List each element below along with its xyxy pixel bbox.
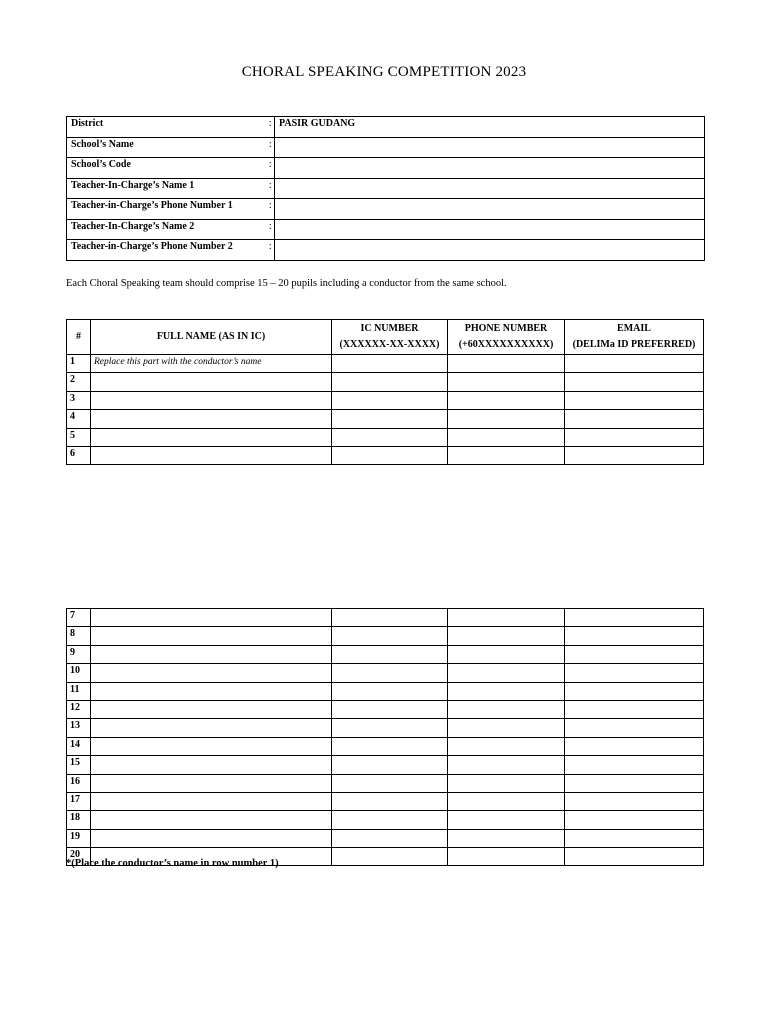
full-name-field[interactable] (91, 410, 332, 428)
email-field[interactable] (565, 645, 704, 663)
full-name-field[interactable] (91, 719, 332, 737)
full-name-field[interactable] (91, 627, 332, 645)
member-row (67, 811, 704, 829)
info-label: District (67, 117, 267, 138)
info-label: School’s Name (67, 137, 267, 158)
member-row (67, 829, 704, 847)
email-field[interactable] (565, 737, 704, 755)
info-colon: : (267, 199, 275, 220)
member-row (67, 719, 704, 737)
full-name-field[interactable] (91, 774, 332, 792)
info-colon: : (267, 219, 275, 240)
header-ic-number (332, 320, 448, 355)
ic-number-field[interactable] (332, 627, 448, 645)
full-name-field[interactable] (91, 446, 332, 464)
phone-number-field[interactable] (448, 355, 565, 373)
member-row (67, 428, 704, 446)
ic-number-field[interactable] (332, 446, 448, 464)
header-no: # (67, 320, 91, 355)
member-row (67, 355, 704, 373)
phone-number-field[interactable] (448, 391, 565, 409)
phone-number-field[interactable] (448, 373, 565, 391)
phone-number-field[interactable] (448, 848, 565, 866)
header-ic-format: (XXXXXX-XX-XXXX) (339, 339, 440, 350)
member-row (67, 737, 704, 755)
info-row (67, 199, 705, 220)
members-table-page-1 (66, 319, 704, 465)
info-label: Teacher-In-Charge’s Name 1 (67, 178, 267, 199)
info-value-field[interactable] (275, 240, 705, 261)
member-row (67, 373, 704, 391)
header-email-label: EMAIL (617, 323, 651, 334)
phone-number-field[interactable] (448, 774, 565, 792)
full-name-field[interactable]: Replace this part with the conductor’s name (91, 355, 332, 373)
row-number: 10 (67, 664, 91, 682)
info-label: Teacher-in-Charge’s Phone Number 2 (67, 240, 267, 261)
header-ic-label: IC NUMBER (360, 323, 419, 334)
ic-number-field[interactable] (332, 774, 448, 792)
ic-number-field[interactable] (332, 792, 448, 810)
row-number: 19 (67, 829, 91, 847)
phone-number-field[interactable] (448, 645, 565, 663)
email-field[interactable] (565, 373, 704, 391)
info-value-field[interactable] (275, 158, 705, 179)
email-field[interactable] (565, 428, 704, 446)
conductor-footnote: *(Place the conductor’s name in row number 1) (66, 858, 279, 869)
row-number: 13 (67, 719, 91, 737)
email-field[interactable] (565, 811, 704, 829)
row-number: 8 (67, 627, 91, 645)
ic-number-field[interactable] (332, 645, 448, 663)
row-number: 20 (67, 848, 91, 866)
email-field[interactable] (565, 410, 704, 428)
full-name-field[interactable] (91, 373, 332, 391)
info-colon: : (267, 240, 275, 261)
header-phone-number (448, 320, 565, 355)
phone-number-field[interactable] (448, 410, 565, 428)
email-field[interactable] (565, 792, 704, 810)
info-value-field[interactable]: PASIR GUDANG (275, 117, 705, 138)
ic-number-field[interactable] (332, 410, 448, 428)
info-row (67, 117, 705, 138)
info-label: Teacher-in-Charge’s Phone Number 1 (67, 199, 267, 220)
ic-number-field[interactable] (332, 700, 448, 718)
full-name-field[interactable] (91, 792, 332, 810)
member-row (67, 391, 704, 409)
email-field[interactable] (565, 719, 704, 737)
row-number: 11 (67, 682, 91, 700)
member-row (67, 446, 704, 464)
school-info-table (66, 116, 705, 261)
info-row (67, 240, 705, 261)
row-number: 6 (67, 446, 91, 464)
header-full-name: FULL NAME (AS IN IC) (91, 320, 332, 355)
email-field[interactable] (565, 700, 704, 718)
phone-number-field[interactable] (448, 682, 565, 700)
info-row (67, 158, 705, 179)
ic-number-field[interactable] (332, 811, 448, 829)
full-name-field[interactable] (91, 700, 332, 718)
info-row (67, 137, 705, 158)
ic-number-field[interactable] (332, 848, 448, 866)
row-number: 12 (67, 700, 91, 718)
full-name-field[interactable] (91, 682, 332, 700)
members-table-page-2 (66, 608, 704, 866)
phone-number-field[interactable] (448, 719, 565, 737)
row-number: 4 (67, 410, 91, 428)
ic-number-field[interactable] (332, 737, 448, 755)
info-value-field[interactable] (275, 219, 705, 240)
ic-number-field[interactable] (332, 391, 448, 409)
member-row (67, 410, 704, 428)
full-name-field[interactable] (91, 428, 332, 446)
member-row (67, 682, 704, 700)
phone-number-field[interactable] (448, 811, 565, 829)
info-row (67, 178, 705, 199)
row-number: 16 (67, 774, 91, 792)
member-row (67, 645, 704, 663)
info-colon: : (267, 117, 275, 138)
member-row (67, 774, 704, 792)
info-row (67, 219, 705, 240)
header-phone-label: PHONE NUMBER (464, 323, 548, 334)
email-field[interactable] (565, 774, 704, 792)
ic-number-field[interactable] (332, 682, 448, 700)
ic-number-field[interactable] (332, 355, 448, 373)
full-name-field[interactable] (91, 737, 332, 755)
phone-number-field[interactable] (448, 792, 565, 810)
info-value-field[interactable] (275, 199, 705, 220)
info-colon: : (267, 178, 275, 199)
email-field[interactable] (565, 848, 704, 866)
member-row (67, 756, 704, 774)
ic-number-field[interactable] (332, 719, 448, 737)
full-name-field[interactable] (91, 391, 332, 409)
info-value-field[interactable] (275, 178, 705, 199)
page-title: CHORAL SPEAKING COMPETITION 2023 (241, 64, 527, 80)
full-name-field[interactable] (91, 829, 332, 847)
email-field[interactable] (565, 391, 704, 409)
header-email-note: (DELIMa ID PREFERRED) (572, 339, 696, 350)
phone-number-field[interactable] (448, 664, 565, 682)
ic-number-field[interactable] (332, 756, 448, 774)
member-row (67, 609, 704, 627)
email-field[interactable] (565, 829, 704, 847)
phone-number-field[interactable] (448, 737, 565, 755)
row-number: 7 (67, 609, 91, 627)
row-number: 9 (67, 645, 91, 663)
info-label: School’s Code (67, 158, 267, 179)
phone-number-field[interactable] (448, 829, 565, 847)
phone-number-field[interactable] (448, 609, 565, 627)
row-number: 5 (67, 428, 91, 446)
email-field[interactable] (565, 355, 704, 373)
email-field[interactable] (565, 756, 704, 774)
ic-number-field[interactable] (332, 428, 448, 446)
email-field[interactable] (565, 446, 704, 464)
ic-number-field[interactable] (332, 373, 448, 391)
row-number: 18 (67, 811, 91, 829)
ic-number-field[interactable] (332, 829, 448, 847)
member-row (67, 664, 704, 682)
email-field[interactable] (565, 682, 704, 700)
ic-number-field[interactable] (332, 609, 448, 627)
info-label: Teacher-In-Charge’s Name 2 (67, 219, 267, 240)
row-number: 14 (67, 737, 91, 755)
phone-number-field[interactable] (448, 627, 565, 645)
row-number: 15 (67, 756, 91, 774)
header-email (565, 320, 704, 355)
info-value-field[interactable] (275, 137, 705, 158)
ic-number-field[interactable] (332, 664, 448, 682)
full-name-field[interactable] (91, 609, 332, 627)
team-size-note: Each Choral Speaking team should comprise 15 – 20 pupils including a conductor from the same school. (66, 278, 507, 289)
phone-number-field[interactable] (448, 700, 565, 718)
row-number: 2 (67, 373, 91, 391)
email-field[interactable] (565, 609, 704, 627)
info-colon: : (267, 158, 275, 179)
member-row (67, 792, 704, 810)
row-number: 17 (67, 792, 91, 810)
email-field[interactable] (565, 627, 704, 645)
full-name-field[interactable] (91, 811, 332, 829)
member-row (67, 700, 704, 718)
row-number: 3 (67, 391, 91, 409)
info-colon: : (267, 137, 275, 158)
phone-number-field[interactable] (448, 428, 565, 446)
phone-number-field[interactable] (448, 756, 565, 774)
email-field[interactable] (565, 664, 704, 682)
member-row (67, 627, 704, 645)
header-phone-format: (+60XXXXXXXXXX) (458, 339, 554, 350)
phone-number-field[interactable] (448, 446, 565, 464)
full-name-field[interactable] (91, 645, 332, 663)
row-number: 1 (67, 355, 91, 373)
full-name-field[interactable] (91, 664, 332, 682)
full-name-field[interactable] (91, 756, 332, 774)
